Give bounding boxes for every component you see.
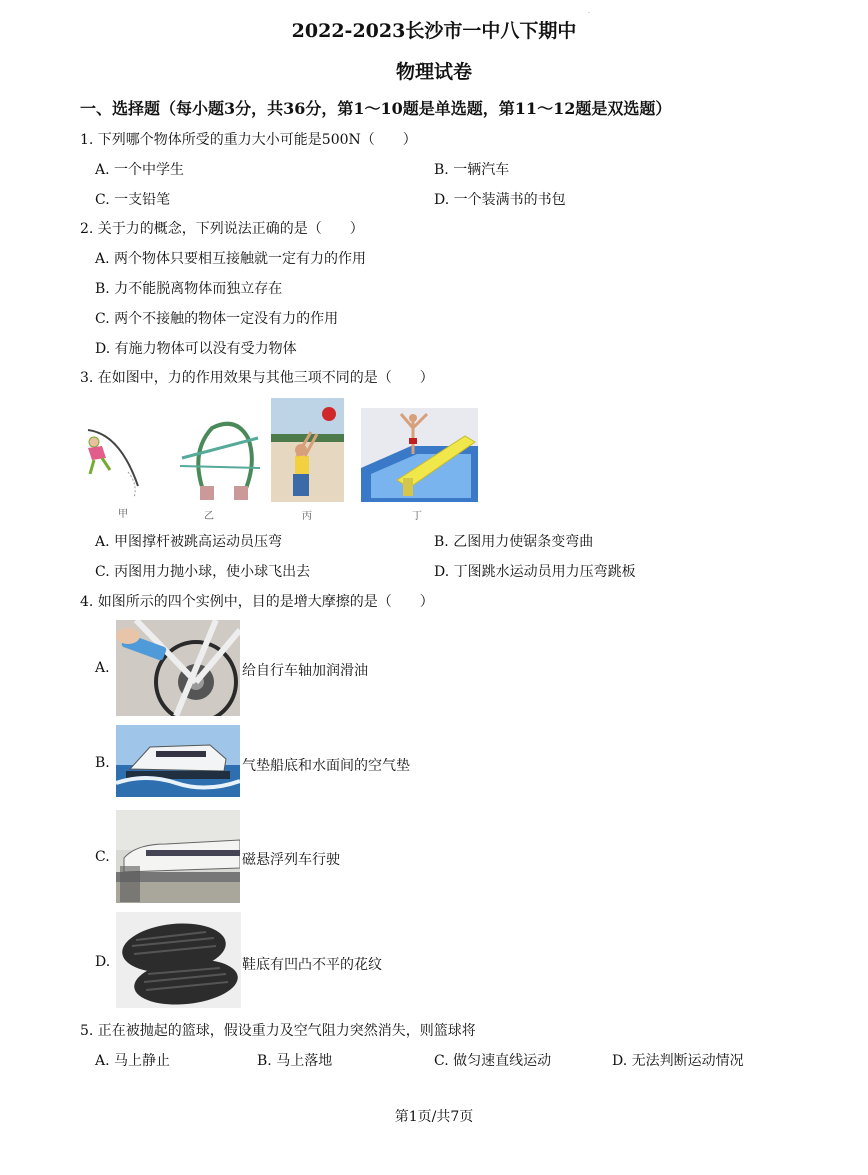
saw-blade-figure (178, 414, 262, 502)
question-5-stem: 5. 正在被抛起的篮球，假设重力及空气阻力突然消失，则篮球将 (80, 1023, 476, 1039)
q2-option-c: C. 两个不接触的物体一定没有力的作用 (95, 311, 339, 327)
q3-option-c: C. 丙图用力抛小球，使小球飞出去 (95, 564, 311, 580)
q1-option-c: C. 一支铅笔 (95, 192, 171, 208)
question-3-stem: 3. 在如图中，力的作用效果与其他三项不同的是（ ） (80, 370, 434, 386)
hovercraft-photo (116, 725, 240, 797)
caption-yi: 乙 (204, 511, 214, 522)
maglev-train-photo (116, 810, 240, 903)
q3-option-d: D. 丁图跳水运动员用力压弯跳板 (434, 564, 636, 580)
q4-option-d-letter: D. (95, 954, 111, 970)
q4-option-c-text: 磁悬浮列车行驶 (242, 852, 340, 868)
q3-option-b: B. 乙图用力使锯条变弯曲 (434, 534, 594, 550)
ball-throw-photo (271, 398, 344, 502)
caption-ding: 丁 (412, 511, 422, 522)
caption-jia: 甲 (118, 509, 128, 520)
q4-option-c-letter: C. (95, 849, 110, 865)
pole-vault-figure (80, 424, 158, 502)
q4-option-b-text: 气垫船底和水面间的空气垫 (242, 758, 410, 774)
q4-option-b-letter: B. (95, 755, 110, 771)
section-heading: 一、选择题（每小题3分，共36分，第1～10题是单选题，第11～12题是双选题） (80, 99, 672, 118)
q1-option-a: A. 一个中学生 (95, 162, 185, 178)
q2-option-a: A. 两个物体只要相互接触就一定有力的作用 (95, 251, 367, 267)
q2-option-d: D. 有施力物体可以没有受力物体 (95, 341, 297, 357)
scan-mark: · (588, 10, 590, 17)
bicycle-oil-photo (116, 620, 240, 716)
q5-option-c: C. 做匀速直线运动 (434, 1053, 552, 1069)
page-footer: 第1页/共7页 (394, 1109, 474, 1125)
q4-option-a-text: 给自行车轴加润滑油 (242, 663, 368, 679)
question-4-stem: 4. 如图所示的四个实例中，目的是增大摩擦的是（ ） (80, 594, 434, 610)
shoe-sole-photo (116, 912, 241, 1008)
q5-option-d: D. 无法判断运动情况 (612, 1053, 744, 1069)
exam-title: 2022-2023长沙市一中八下期中 (291, 20, 577, 42)
q5-option-b: B. 马上落地 (257, 1053, 333, 1069)
q2-option-b: B. 力不能脱离物体而独立存在 (95, 281, 283, 297)
q4-option-a-letter: A. (95, 660, 110, 676)
exam-subtitle: 物理试卷 (395, 61, 472, 83)
caption-bing: 丙 (302, 511, 312, 522)
question-1-stem: 1. 下列哪个物体所受的重力大小可能是500N（ ） (80, 132, 417, 148)
question-2-stem: 2. 关于力的概念，下列说法正确的是（ ） (80, 221, 364, 237)
q5-option-a: A. 马上静止 (95, 1053, 171, 1069)
q1-option-d: D. 一个装满书的书包 (434, 192, 566, 208)
q1-option-b: B. 一辆汽车 (434, 162, 510, 178)
q4-option-d-text: 鞋底有凹凸不平的花纹 (242, 957, 382, 973)
q3-option-a: A. 甲图撑杆被跳高运动员压弯 (95, 534, 283, 550)
diving-board-figure (361, 408, 478, 502)
